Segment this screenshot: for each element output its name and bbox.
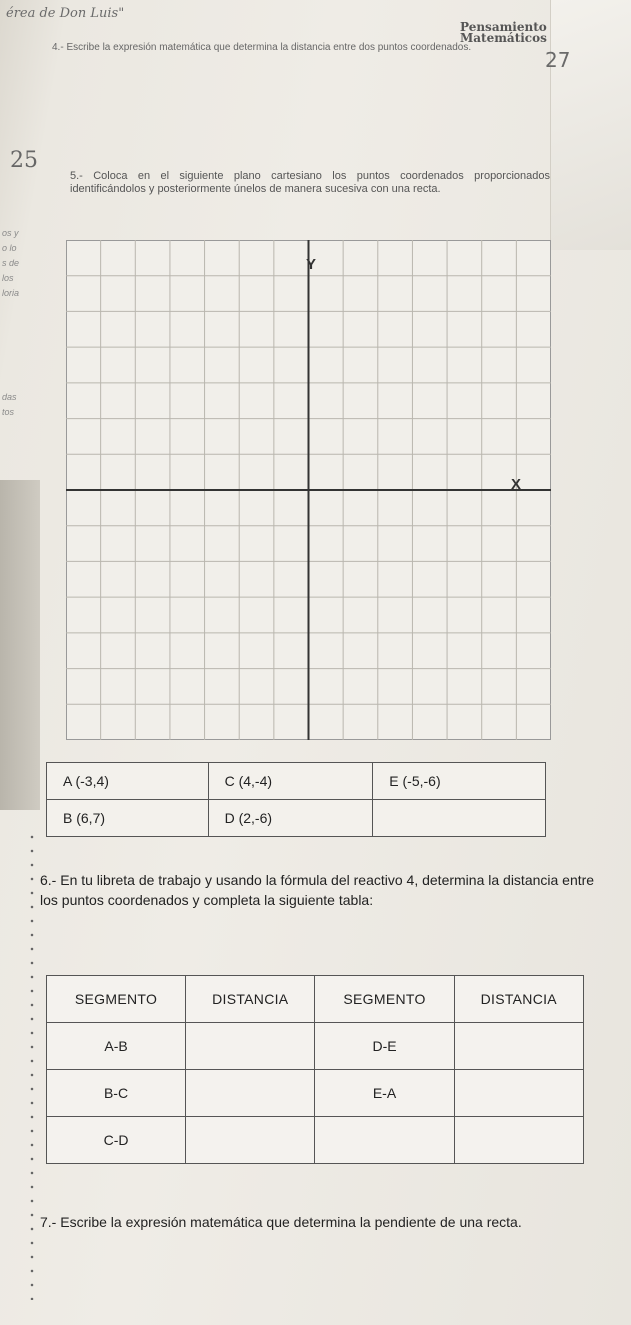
cartesian-grid — [66, 240, 551, 740]
header-cell: DISTANCIA — [454, 976, 583, 1023]
point-cell: C (4,-4) — [208, 763, 373, 800]
distance-cell[interactable] — [454, 1070, 583, 1117]
segment-cell: E-A — [315, 1070, 454, 1117]
distance-cell[interactable] — [186, 1117, 315, 1164]
page-number: 27 — [545, 48, 571, 72]
margin-note: tos — [2, 407, 15, 417]
point-cell: A (-3,4) — [47, 763, 209, 800]
table-header-row — [47, 976, 584, 1023]
handwritten-score: 25 — [10, 148, 38, 173]
point-cell: D (2,-6) — [208, 800, 373, 837]
margin-note: s de — [2, 258, 20, 268]
cartesian-plane — [66, 240, 551, 740]
margin-note: loria — [2, 288, 20, 298]
table-row — [47, 763, 546, 800]
segment-cell — [315, 1117, 454, 1164]
segment-cell: B-C — [47, 1070, 186, 1117]
header-subject-line2: Matemáticos — [460, 31, 547, 45]
points-table — [46, 762, 546, 837]
page-fold — [550, 0, 631, 250]
binding-shadow — [0, 480, 40, 810]
header-cell: DISTANCIA — [186, 976, 315, 1023]
point-cell — [373, 800, 546, 837]
y-axis-label: Y — [306, 256, 317, 273]
table-row — [47, 1023, 584, 1070]
header-cell: SEGMENTO — [315, 976, 454, 1023]
distance-cell[interactable] — [186, 1023, 315, 1070]
point-cell: E (-5,-6) — [373, 763, 546, 800]
segment-cell: A-B — [47, 1023, 186, 1070]
distance-cell[interactable] — [454, 1023, 583, 1070]
perforation-dots — [30, 830, 34, 1300]
distance-cell[interactable] — [454, 1117, 583, 1164]
table-row — [47, 1070, 584, 1117]
header-cell: SEGMENTO — [47, 976, 186, 1023]
margin-note: os y — [2, 228, 19, 238]
question-6: 6.- En tu libreta de trabajo y usando la fórmula del reactivo 4, determina la distancia entre los puntos coordenados y completa la siguiente tabla: — [40, 872, 595, 908]
table-row — [47, 1117, 584, 1164]
distance-cell[interactable] — [186, 1070, 315, 1117]
segment-cell: C-D — [47, 1117, 186, 1164]
question-4: 4.- Escribe la expresión matemática que determina la distancia entre dos puntos coordenados. — [52, 42, 472, 53]
header-subject-line1: Pensamiento — [460, 20, 547, 34]
question-5: 5.- Coloca en el siguiente plano cartesiano los puntos coordenados proporcionados identificándolos y posteriormente únelos de manera sucesiva con una recta. — [70, 170, 550, 195]
x-axis-label: X — [511, 476, 522, 493]
distance-table — [46, 975, 584, 1164]
margin-note: los — [2, 273, 14, 283]
question-7: 7.- Escribe la expresión matemática que determina la pendiente de una recta. — [40, 1214, 522, 1230]
header-left-text: érea de Don Luis" — [6, 6, 125, 21]
segment-cell: D-E — [315, 1023, 454, 1070]
margin-note: das — [2, 392, 17, 402]
margin-note: o lo — [2, 243, 17, 253]
table-row — [47, 800, 546, 837]
point-cell: B (6,7) — [47, 800, 209, 837]
header-subject — [460, 22, 547, 44]
